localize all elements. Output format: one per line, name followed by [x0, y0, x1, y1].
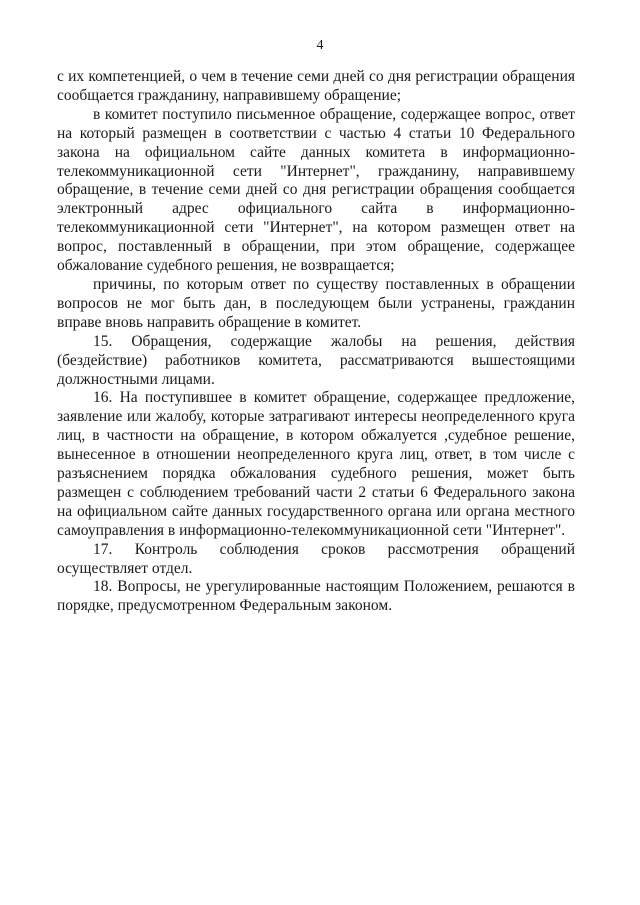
paragraph-item-18: 18. Вопросы, не урегулированные настоящим Положением, решаются в порядке, предусмотренном Федеральным законом. — [57, 578, 575, 615]
paragraph-internet-answer: в комитет поступило письменное обращение, содержащее вопрос, ответ на который размещен в соответствии с частью 4 статьи 10 Федерального закона на официальном сайте данных комитета в информационно-телекоммуникационной сети "Интернет", гражданину, направившему обращение, в течение семи дней со дня регистрации обращения сообщается электронный адрес официального сайта в информационно-телекоммуникационной сети "Интернет", на котором размещен ответ на вопрос, поставленный в обращении, при этом обращение, содержащее обжалование судебного решения, не возвращается; — [57, 105, 575, 275]
paragraph-item-16: 16. На поступившее в комитет обращение, содержащее предложение, заявление или жалобу, которые затрагивают интересы неопределенного круга лиц, в частности на обращение, в котором обжалуется ,судебное решение, вынесенное в отношении неопределенного круга лиц, ответ, в том числе с разъяснением порядка обжалования судебного решения, может быть размещен с соблюдением требований части 2 статьи 6 Федерального закона на официальном сайте данных государственного органа или органа местного самоуправления в информационно-телекоммуникационной сети "Интернет". — [57, 389, 575, 539]
paragraph-continuation: с их компетенцией, о чем в течение семи дней со дня регистрации обращения сообщается гражданину, направившему обращение; — [57, 68, 575, 104]
document-body — [57, 68, 575, 616]
paragraph-item-15: 15. Обращения, содержащие жалобы на решения, действия (бездействие) работников комитета, рассматриваются вышестоящими должностными лицами. — [57, 332, 575, 388]
paragraph-reasons-resolved: причины, по которым ответ по существу поставленных в обращении вопросов не мог быть дан, в последующем были устранены, гражданин вправе вновь направить обращение в комитет. — [57, 275, 575, 331]
paragraph-item-17: 17. Контроль соблюдения сроков рассмотрения обращений осуществляет отдел. — [57, 540, 575, 577]
page-number: 4 — [316, 38, 324, 53]
